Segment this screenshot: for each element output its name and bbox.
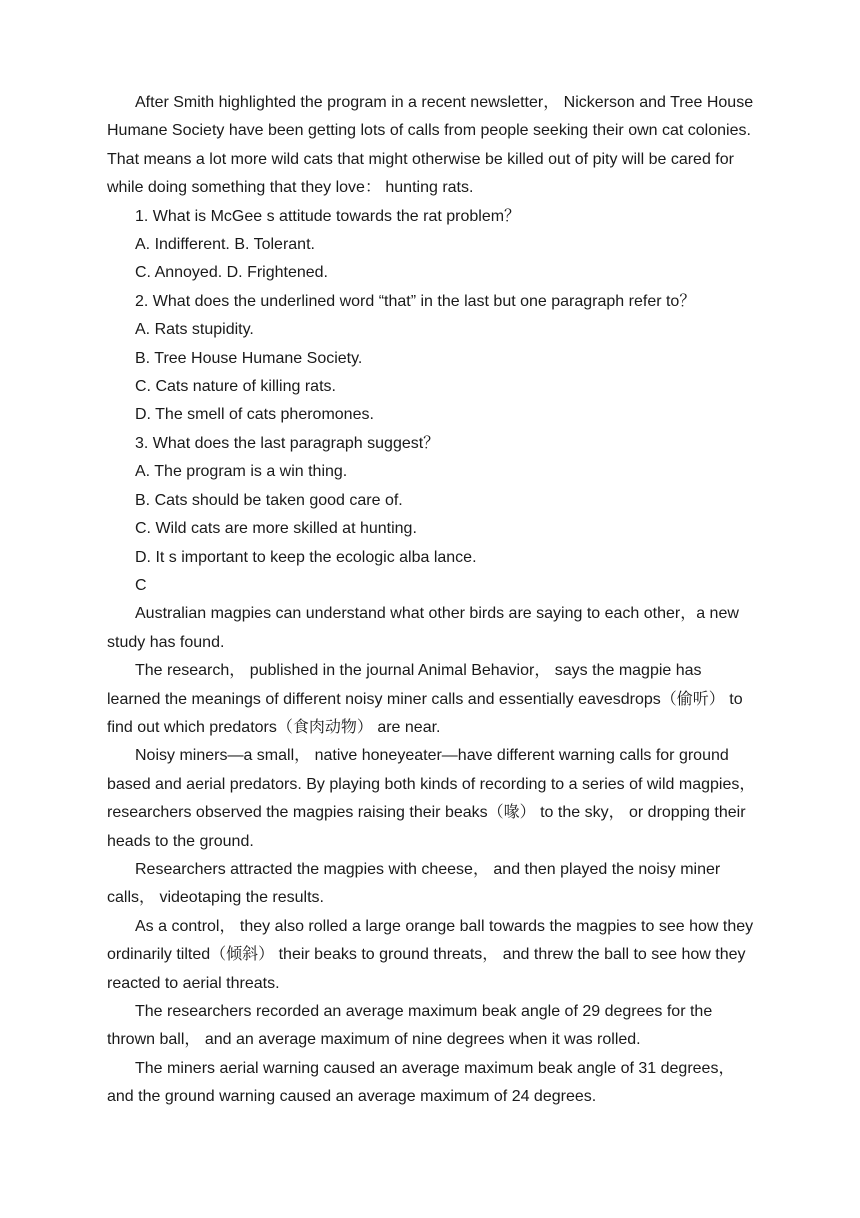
question-2-option-a: A. Rats stupidity. [135, 321, 254, 339]
question-3-option-a: A. The program is a win thing. [135, 463, 348, 481]
question-2: 2. What does the underlined word “that” in the last but one paragraph refer to？ [135, 292, 696, 310]
paragraph-cheese: Researchers attracted the magpies with cheese， and then played the noisy miner calls， videotaping the results. [107, 860, 721, 907]
question-1-options-cd: C. Annoyed. D. Frightened. [135, 264, 328, 282]
paragraph-noisy-miners: Noisy miners—a small， native honeyeater—have different warning calls for ground based and aerial predators. By playing both kinds of recording to a series of wild magpies， researchers observed the magpies raising their beaks（喙） to the sky， or dropping their heads to the ground. [107, 747, 756, 850]
question-3-option-c: C. Wild cats are more skilled at hunting. [135, 520, 417, 538]
question-1: 1. What is McGee s attitude towards the rat problem？ [135, 207, 521, 225]
question-3-option-b: B. Cats should be taken good care of. [135, 491, 403, 509]
document-body [107, 89, 757, 1112]
paragraph-beak-angle-ball: The researchers recorded an average maximum beak angle of 29 degrees for the thrown ball， and an average maximum of nine degrees when it was rolled. [107, 1003, 713, 1049]
question-3-option-d: D. It s important to keep the ecologic alba lance. [135, 548, 477, 566]
section-heading-c: C [135, 576, 147, 594]
question-3: 3. What does the last paragraph suggest？ [135, 434, 440, 452]
paragraph-control: As a control， they also rolled a large orange ball towards the magpies to see how they ordinarily tilted（倾斜） their beaks to ground threats， and threw the ball to see how they reacted to aerial threats. [107, 917, 754, 992]
question-2-option-b: B. Tree House Humane Society. [135, 349, 363, 367]
paragraph-magpies-intro: Australian magpies can understand what other birds are saying to each other，a new study has found. [107, 605, 739, 651]
paragraph-program-newsletter: After Smith highlighted the program in a recent newsletter， Nickerson and Tree House Humane Society have been getting lots of calls from people seeking their own cat colonies. That means a lot more wild cats that might otherwise be killed out of pity will be cared for while doing something that they love： hunting rats. [107, 94, 754, 197]
question-2-option-d: D. The smell of cats pheromones. [135, 406, 374, 424]
paragraph-beak-angle-warning: The miners aerial warning caused an average maximum beak angle of 31 degrees，and the ground warning caused an average maximum of 24 degrees. [107, 1059, 735, 1106]
paragraph-research: The research， published in the journal Animal Behavior， says the magpie has learned the meanings of different noisy miner calls and essentially eavesdrops（偷听） to find out which predators（食肉动物） are near. [107, 662, 743, 736]
question-2-option-c: C. Cats nature of killing rats. [135, 378, 336, 396]
question-1-options-ab: A. Indifferent. B. Tolerant. [135, 236, 315, 254]
